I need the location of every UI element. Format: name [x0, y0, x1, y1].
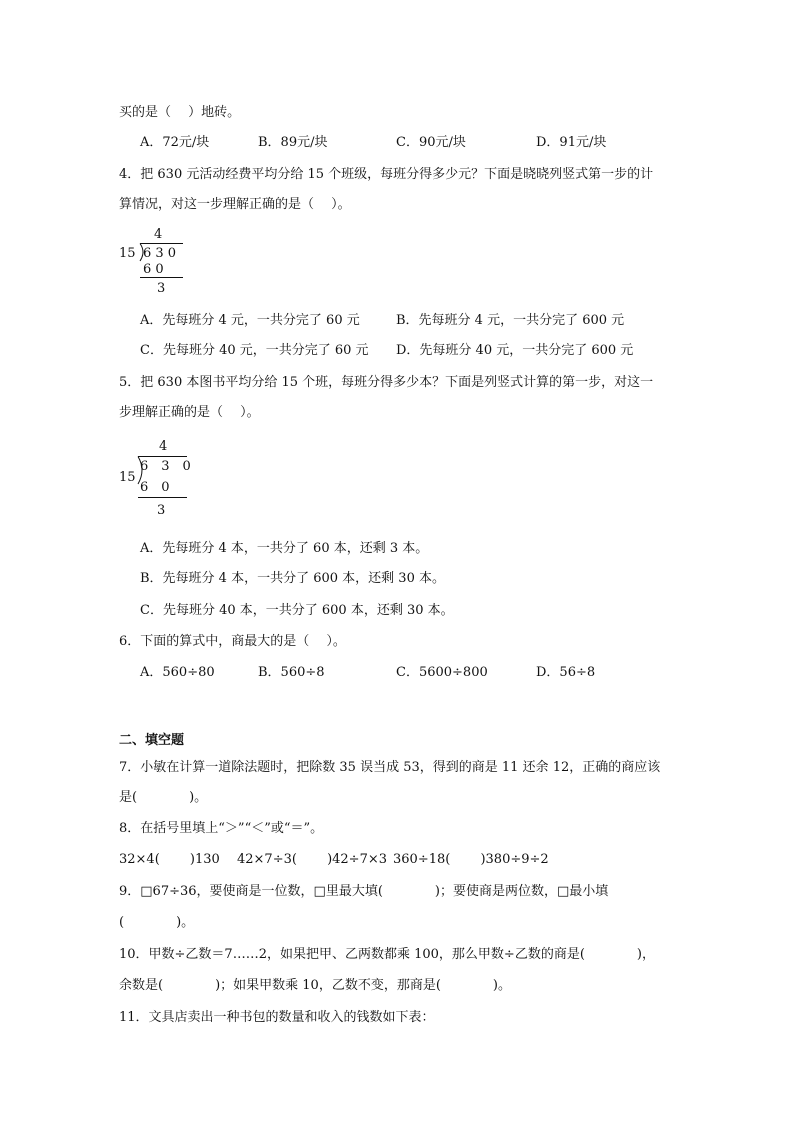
q8-item-2[interactable]: 42×7÷3( )42÷7×3	[237, 852, 388, 867]
q4-divisor: 15	[119, 246, 136, 261]
q5-divisor: 15	[119, 470, 136, 485]
q10-line-2: 余数是( )；如果甲数乘 10，乙数不变，那商是( )。	[119, 978, 511, 993]
q5-quotient: 4	[159, 439, 168, 454]
q3-text: 买的是（ ）地砖。	[119, 105, 241, 120]
q4-line-2: 算情况，对这一步理解正确的是（ ）。	[119, 197, 351, 212]
q3-option-d[interactable]: D．91元/块	[536, 135, 607, 150]
q5-remainder: 3	[157, 503, 166, 518]
q4-option-b[interactable]: B．先每班分 4 元，一共分完了 600 元	[396, 313, 625, 328]
q7-line-2: 是( )。	[119, 790, 208, 805]
q6-option-b[interactable]: B．560÷8	[258, 665, 325, 680]
q5-dividend: 6 3 0	[140, 459, 191, 474]
q4-dividend: 6 3 0	[143, 246, 177, 261]
q8-text: 8．在括号里填上“＞”“＜”或“＝”。	[119, 821, 324, 836]
q5-option-c[interactable]: C．先每班分 40 本，一共分了 600 本，还剩 30 本。	[140, 603, 454, 618]
q9-line-1: 9．□67÷36，要使商是一位数，□里最大填( )；要使商是两位数，□最小填	[119, 884, 609, 899]
q6-text: 6．下面的算式中，商最大的是（ ）。	[119, 634, 346, 649]
q5-option-a[interactable]: A．先每班分 4 本，一共分了 60 本，还剩 3 本。	[140, 541, 429, 556]
q4-line-1: 4．把 630 元活动经费平均分给 15 个班级，每班分得多少元？下面是晓晓列竖式第一步的计	[119, 167, 654, 182]
q11-text: 11．文具店卖出一种书包的数量和收入的钱数如下表：	[119, 1010, 435, 1025]
q6-option-d[interactable]: D．56÷8	[536, 665, 596, 680]
q6-option-a[interactable]: A．560÷80	[140, 665, 215, 680]
q5-line-2: 步理解正确的是（ ）。	[119, 405, 260, 420]
q4-option-d[interactable]: D．先每班分 40 元，一共分完了 600 元	[396, 343, 634, 358]
section-heading: 二、填空题	[119, 733, 185, 748]
q4-remainder: 3	[157, 281, 166, 296]
q8-item-3[interactable]: 360÷18( )380÷9÷2	[393, 852, 549, 867]
q3-option-b[interactable]: B．89元/块	[258, 135, 328, 150]
q4-product: 6 0	[143, 262, 164, 277]
q6-option-c[interactable]: C．5600÷800	[396, 665, 488, 680]
q5-product: 6 0	[140, 480, 170, 495]
q3-option-a[interactable]: A．72元/块	[140, 135, 210, 150]
q4-quotient: 4	[154, 227, 163, 242]
q5-line-1: 5．把 630 本图书平均分给 15 个班，每班分得多少本？下面是列竖式计算的第一步，对这一	[119, 375, 654, 390]
q7-line-1: 7．小敏在计算一道除法题时，把除数 35 误当成 53，得到的商是 11 还余 12，正确的商应该	[119, 760, 661, 775]
q5-option-b[interactable]: B．先每班分 4 本，一共分了 600 本，还剩 30 本。	[140, 571, 445, 586]
q10-line-1: 10．甲数÷乙数＝7……2，如果把甲、乙两数都乘 100，那么甲数÷乙数的商是( )，	[119, 947, 655, 962]
q4-option-c[interactable]: C．先每班分 40 元，一共分完了 60 元	[140, 343, 369, 358]
q8-item-1[interactable]: 32×4( )130	[119, 852, 220, 867]
q3-option-c[interactable]: C．90元/块	[396, 135, 466, 150]
q4-option-a[interactable]: A．先每班分 4 元，一共分完了 60 元	[140, 313, 360, 328]
q9-line-2: ( )。	[119, 915, 195, 930]
